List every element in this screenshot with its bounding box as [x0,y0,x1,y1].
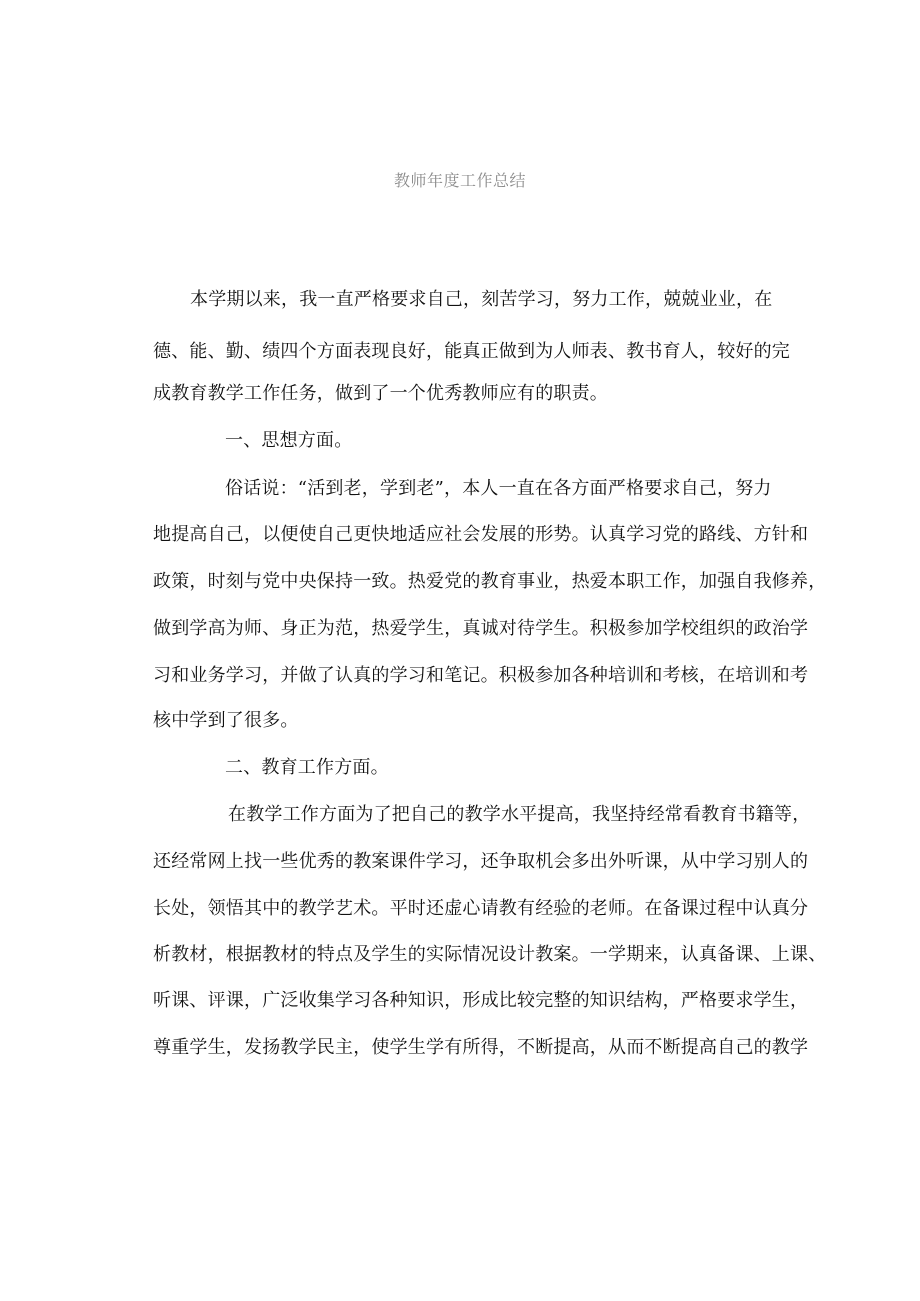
paragraph-line: 长处，领悟其中的教学艺术。平时还虚心请教有经验的老师。在备课过程中认真分 [153,898,809,919]
paragraph-line: 政策，时刻与党中央保持一致。热爱党的教育事业，热爱本职工作，加强自我修养， [153,571,827,592]
document-title: 教师年度工作总结 [393,171,526,190]
paragraph-line: 核中学到了很多。 [153,710,299,731]
section-heading: 一、思想方面。 [225,430,353,451]
section-heading: 二、教育工作方面。 [225,757,389,778]
paragraph-line: 做到学高为师、身正为范，热爱学生，真诚对待学生。积极参加学校组织的政治学 [153,618,809,639]
paragraph-line: 听课、评课，广泛收集学习各种知识，形成比较完整的知识结构，严格要求学生， [153,990,809,1011]
paragraph-line: 俗话说：“活到老，学到老”，本人一直在各方面严格要求自己，努力 [225,478,772,499]
paragraph-line: 本学期以来，我一直严格要求自己，刻苦学习，努力工作，兢兢业业，在 [190,289,773,310]
paragraph-line: 地提高自己，以便使自己更快地适应社会发展的形势。认真学习党的路线、方针和 [153,524,809,545]
paragraph-line: 还经常网上找一些优秀的教案课件学习，还争取机会多出外听课，从中学习别人的 [153,851,809,872]
paragraph-line: 析教材，根据教材的特点及学生的实际情况设计教案。一学期来，认真备课、上课、 [153,944,827,965]
paragraph-line: 尊重学生，发扬教学民主，使学生学有所得，不断提高，从而不断提高自己的教学 [153,1037,809,1058]
paragraph-line: 成教育教学工作任务，做到了一个优秀教师应有的职责。 [153,383,608,404]
paragraph-line: 德、能、勤、绩四个方面表现良好，能真正做到为人师表、教书育人，较好的完 [153,341,790,362]
paragraph-line: 在教学工作方面为了把自己的教学水平提高，我坚持经常看教育书籍等， [228,804,811,825]
paragraph-line: 习和业务学习，并做了认真的学习和笔记。积极参加各种培训和考核，在培训和考 [153,665,809,686]
